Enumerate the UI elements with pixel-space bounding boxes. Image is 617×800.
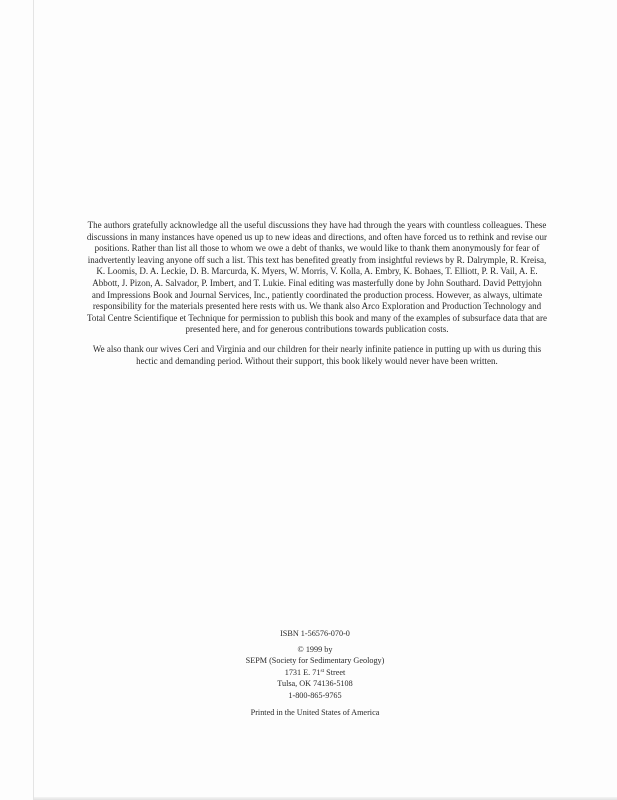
street-name: Street: [324, 667, 346, 677]
acknowledgments-paragraph: The authors gratefully acknowledge all the useful discussions they have had through the years with countless colleagues. These discussions in many instances have opened us up to new ideas and directions, and often have forced us to rethink and revise our positions. Rather than list all those to whom we owe a debt of thanks, we would like to thank them anonymously for fear of inadvertently leaving anyone off such a list. This text has benefited greatly from insightful reviews by R. Dalrymple, R. Kreisa, K. Loomis, D. A. Leckie, D. B. Marcurda, K. Myers, W. Morris, V. Kolla, A. Embry, K. Bohaes, T. Elliott, P. R. Vail, A. E. Abbott, J. Pizon, A. Salvador, P. Imbert, and T. Lukie. Final editing was masterfully done by John Southard. David Pettyjohn and Impressions Book and Journal Services, Inc., patiently coordinated the production process. However, as always, ultimate responsibility for the materials presented here rests with us. We thank also Arco Exploration and Production Technology and Total Centre Scientifique et Technique for permission to publish this book and many of the examples of subsurface data that are presented here, and for generous contributions towards publication costs.: [86, 220, 548, 335]
publisher-phone: 1-800-865-9765: [288, 690, 342, 700]
isbn: ISBN 1-56576-070-0: [280, 629, 350, 638]
publisher-street: [180, 667, 450, 679]
street-number: 1731 E. 71: [284, 667, 321, 677]
acknowledgments-paragraph: We also thank our wives Ceri and Virginia and our children for their nearly infinite patience in putting up with us during this hectic and demanding period. Without their support, this book likely would never have been written.: [92, 343, 542, 366]
street-ordinal-suffix: st: [320, 667, 325, 674]
page-edge-left: [33, 0, 34, 800]
acknowledgments-section: [86, 220, 548, 375]
copyright-line: © 1999 by: [297, 644, 333, 654]
publisher-city: Tulsa, OK 74136-5108: [277, 679, 353, 688]
printed-in: Printed in the United States of America: [250, 708, 380, 717]
colophon: [180, 628, 450, 719]
publisher-name: SEPM (Society for Sedimentary Geology): [245, 656, 385, 665]
